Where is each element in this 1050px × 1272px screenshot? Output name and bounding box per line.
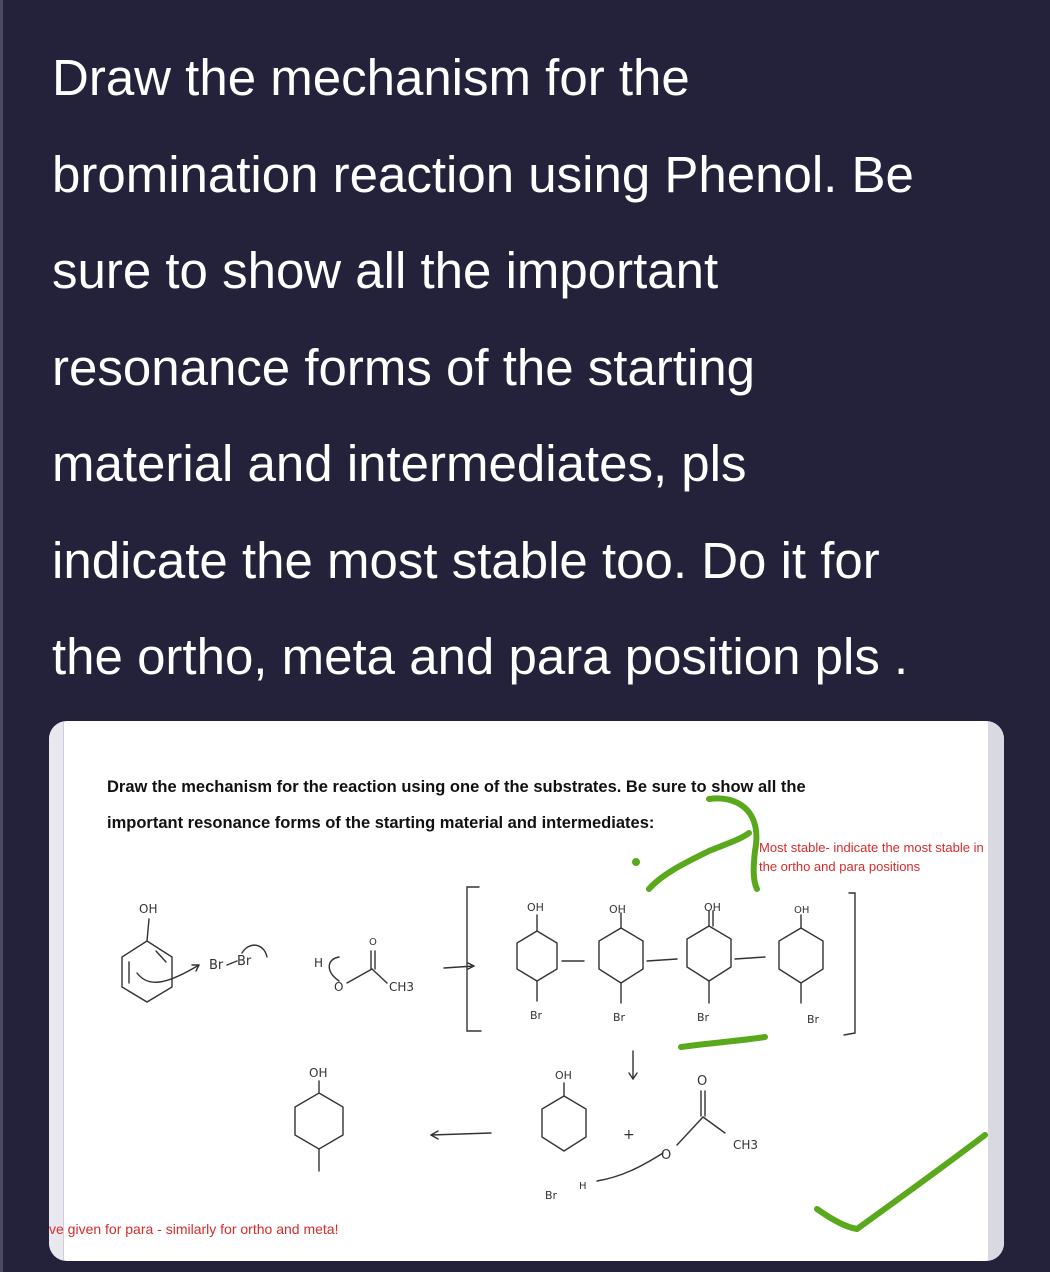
mechanism-sketch [49,721,1004,1261]
worksheet-image-card[interactable] [49,721,1004,1261]
reaction-arrow [431,1133,491,1135]
green-checkmark [817,1135,985,1229]
hw-o: O [697,1074,708,1089]
hw-oh: OH [527,901,544,914]
worksheet-instruction-line: Draw the mechanism for the reaction using one of the substrates. Be sure to show all the [107,778,806,796]
hw-oh: OH [555,1069,572,1082]
question-line: bromination reaction using Phenol. Be [52,145,914,203]
hw-o: O [661,1148,672,1163]
hw-h: H [579,1181,587,1192]
resonance-ring-4 [779,928,823,983]
hw-ch3: CH3 [733,1138,759,1152]
question-line: sure to show all the important [52,242,719,299]
curved-arrow [597,1153,663,1181]
hw-br: Br [209,958,224,973]
phenol-ring [122,919,172,1002]
hw-br: Br [697,1011,710,1024]
curved-arrow [137,965,199,982]
green-stroke [649,833,749,889]
window-left-edge [0,0,3,1272]
most-stable-note: Most stable- indicate the most stable in the ortho and para positions [759,840,984,874]
bracket-left [467,887,481,1031]
question-line: Draw the mechanism for the [52,49,690,106]
hw-oh: OH [139,902,158,916]
hw-br: Br [237,954,252,969]
hw-br: Br [545,1189,558,1202]
hw-h: H [314,956,324,970]
resonance-arrow [735,957,765,959]
hw-plus: + [623,1127,635,1143]
question-text [52,30,1012,706]
question-line: material and intermediates, pls [52,435,747,492]
worksheet-instruction-line: important resonance forms of the starting material and intermediates: [107,814,655,832]
hw-oh: OH [704,901,721,914]
sigma-complex-ring [542,1096,586,1151]
bracket-right [844,893,855,1035]
hw-oh: OH [309,1066,328,1080]
hw-ch3: CH3 [389,980,415,994]
hw-oh: OH [609,903,626,916]
hw-o: O [334,980,344,994]
hw-br: Br [613,1011,626,1024]
question-line: indicate the most stable too. Do it for [52,531,880,589]
hw-br: Br [807,1013,820,1026]
product-ring [295,1093,343,1149]
question-line: the ortho, meta and para position pls . [52,628,909,685]
hw-oh: OH [794,905,810,916]
resonance-ring-2 [599,928,643,983]
hw-o: O [369,937,377,948]
footer-note: ve given for para - similarly for ortho and meta! [49,1221,339,1237]
resonance-arrow [647,959,677,961]
question-line: resonance forms of the starting [52,338,756,396]
curved-arrow [329,957,339,981]
green-underline [681,1037,765,1047]
green-dot [632,858,640,866]
resonance-ring-1 [517,931,557,981]
hw-br: Br [530,1009,543,1022]
resonance-ring-3 [687,926,731,981]
